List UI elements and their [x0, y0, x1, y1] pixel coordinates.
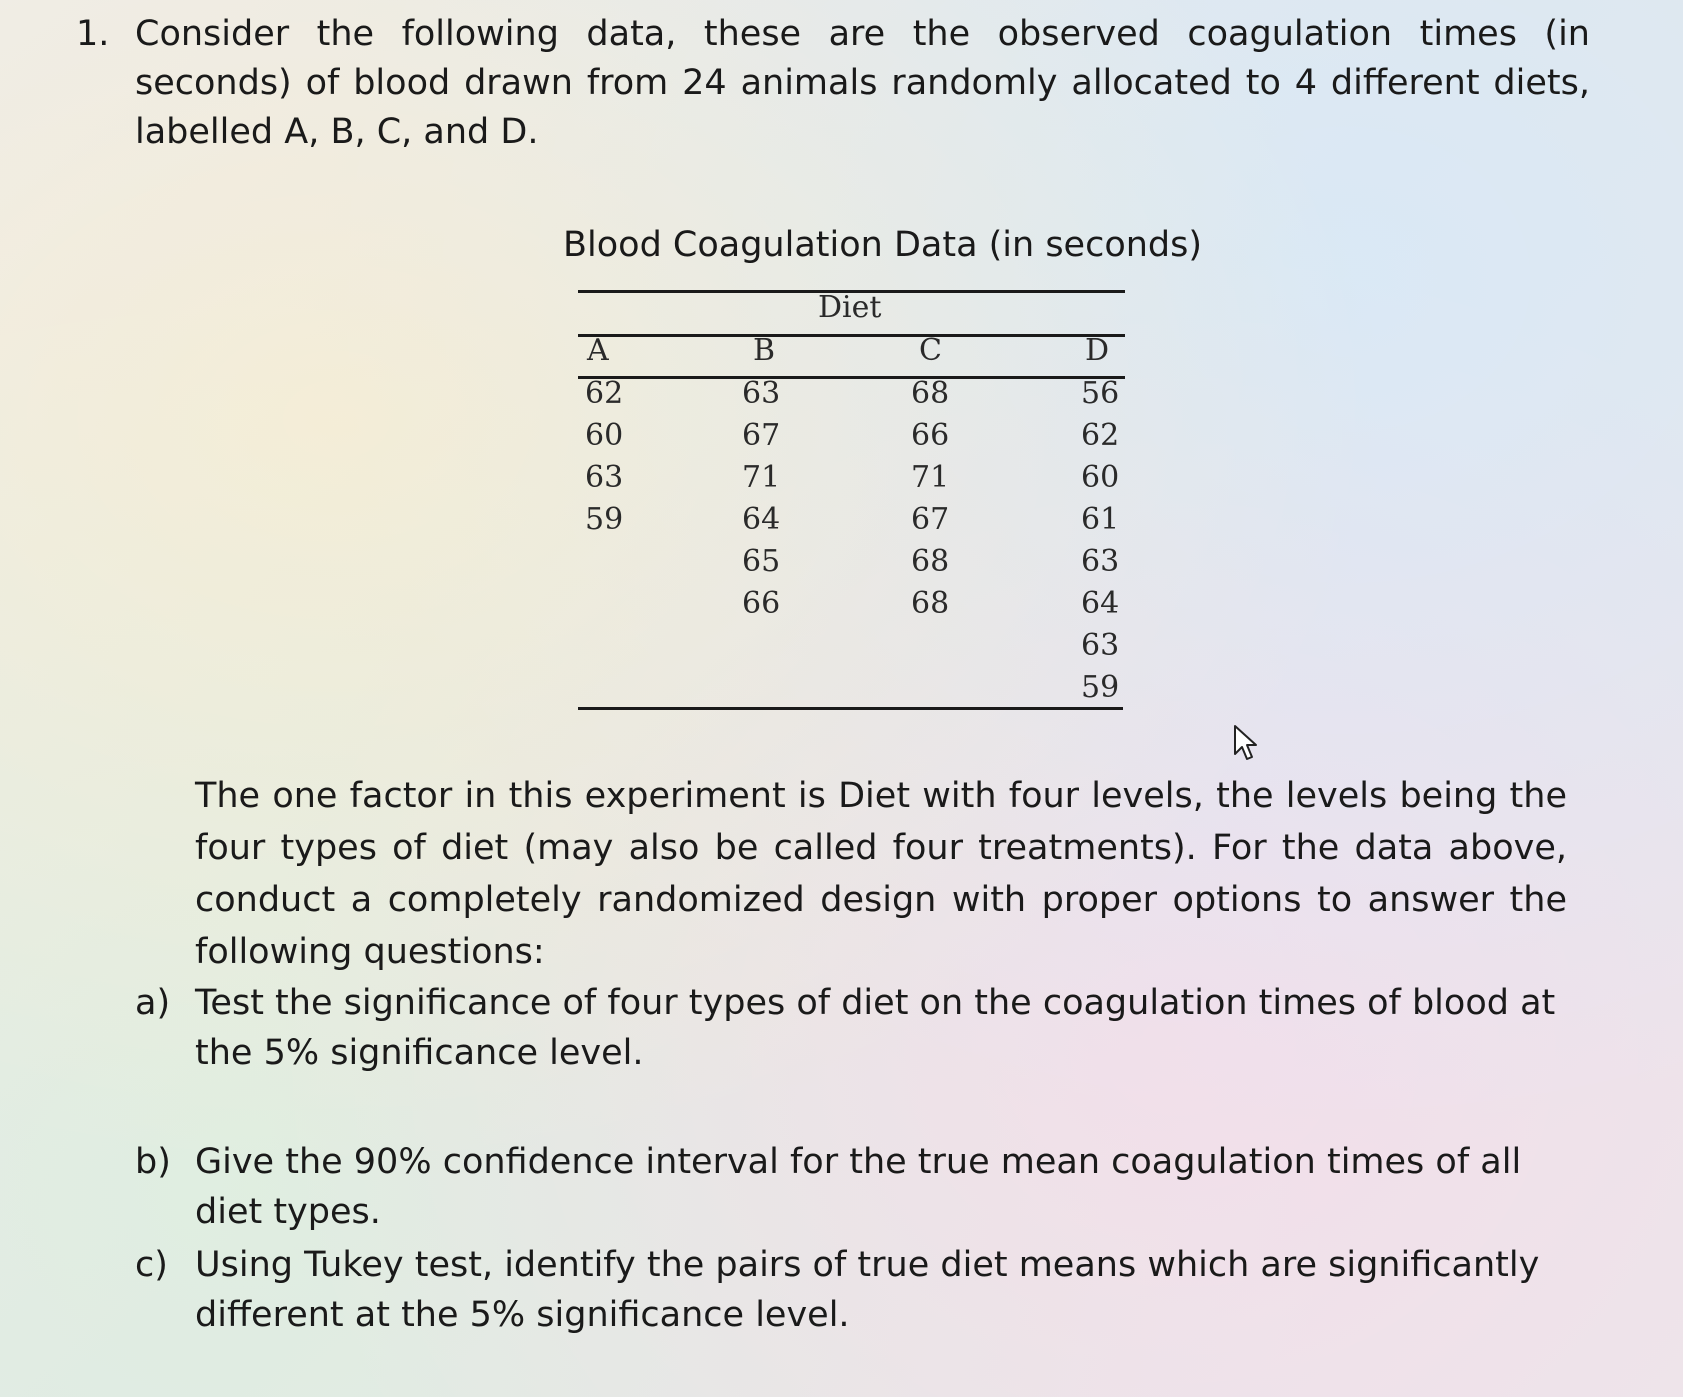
part-b-label: b)	[135, 1142, 171, 1182]
part-c-text: Using Tukey test, identify the pairs of true diet means which are significantly different at the 5% significance level.	[195, 1245, 1540, 1335]
column-header-a: A	[587, 333, 609, 368]
table-body-rule	[578, 376, 1125, 379]
table-cell: 64	[1081, 586, 1120, 621]
table-cell: 68	[911, 586, 950, 621]
table-cell: 66	[911, 418, 950, 453]
table-cell: 59	[1081, 670, 1120, 705]
table-cell: 68	[911, 376, 950, 411]
table-cell: 67	[911, 502, 950, 537]
table-cell: 59	[585, 502, 624, 537]
part-b-text: Give the 90% confidence interval for the true mean coagulation times of all diet types.	[195, 1142, 1522, 1232]
table-cell: 65	[742, 544, 781, 579]
column-header-d: D	[1085, 333, 1110, 368]
question-number: 1.	[76, 14, 110, 54]
column-header-c: C	[919, 333, 942, 368]
table-cell: 62	[585, 376, 624, 411]
table-cell: 63	[1081, 628, 1120, 663]
table-cell: 63	[1081, 544, 1120, 579]
table-cell: 67	[742, 418, 781, 453]
table-cell: 60	[585, 418, 624, 453]
column-header-b: B	[753, 333, 776, 368]
part-a-label: a)	[135, 983, 171, 1023]
part-c-label: c)	[135, 1245, 168, 1285]
table-bottom-rule	[578, 707, 1123, 710]
part-a-text: Test the significance of four types of diet on the coagulation times of blood at the 5% significance level.	[195, 983, 1556, 1073]
table-title: Blood Coagulation Data (in seconds)	[563, 225, 1203, 265]
table-cell: 68	[911, 544, 950, 579]
mouse-pointer-icon	[1233, 724, 1259, 766]
table-cell: 63	[742, 376, 781, 411]
intro-paragraph: The one factor in this experiment is Diet with four levels, the levels being the four types of diet (may also be called four treatments). For the data above, conduct a completely randomized design with proper options to answer the following questions:	[195, 776, 1567, 972]
question-text: Consider the following data, these are the observed coagulation times (in seconds) of blood drawn from 24 animals randomly allocated to 4 different diets, labelled A, B, C, and D.	[135, 14, 1590, 152]
table-cell: 61	[1081, 502, 1120, 537]
table-cell: 64	[742, 502, 781, 537]
table-cell: 56	[1081, 376, 1120, 411]
table-cell: 71	[911, 460, 950, 495]
table-cell: 62	[1081, 418, 1120, 453]
table-cell: 66	[742, 586, 781, 621]
table-header-rule	[578, 334, 1125, 337]
table-cell: 71	[742, 460, 781, 495]
diet-group-header: Diet	[818, 290, 882, 325]
table-cell: 60	[1081, 460, 1120, 495]
table-cell: 63	[585, 460, 624, 495]
